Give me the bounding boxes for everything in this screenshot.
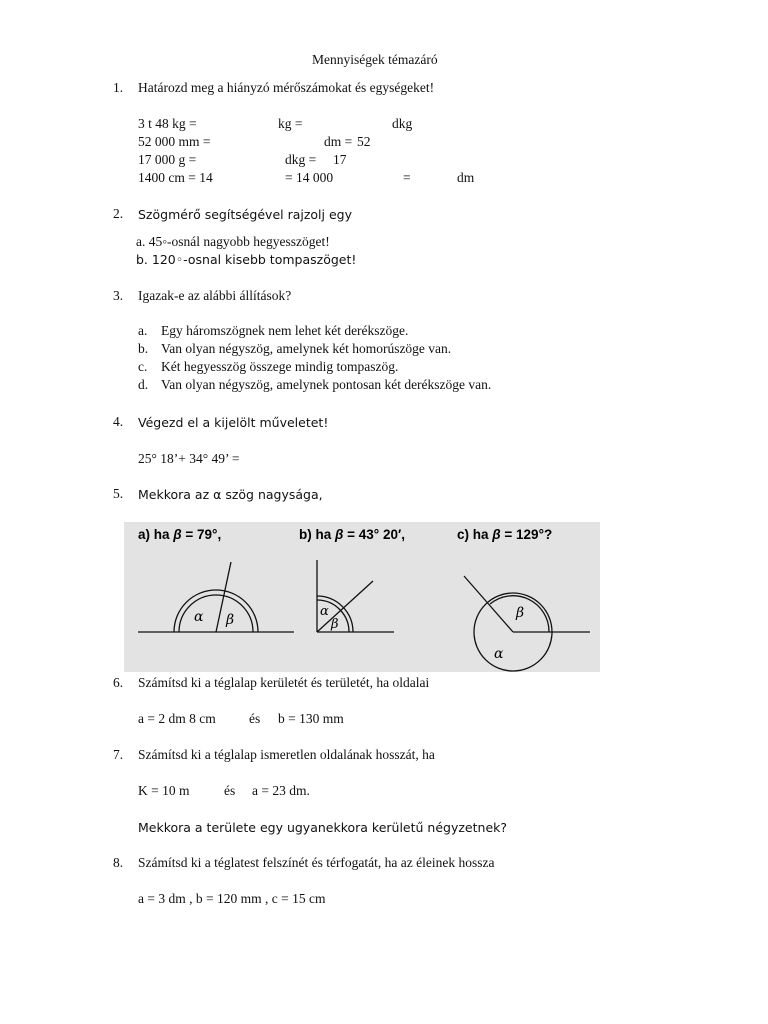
q8-text: Számítsd ki a téglatest felszínét és térfogatát, ha az éleinek hossza [138,855,495,870]
q1-row1-b: kg = [278,116,303,131]
q4-expression: 25° 18’+ 34° 49’ = [138,451,240,466]
figure-c-drawing [464,576,590,671]
q1-row4-d: dm [457,170,475,185]
q6-side-a: a = 2 dm 8 cm [138,711,216,726]
figure-b-beta-label: β [331,617,339,632]
figure-a-alpha-label: α [194,609,204,625]
q7-extra-question: Mekkora a területe egy ugyanekkora kerületű négyzetnek? [138,820,508,835]
q1-row3-c: 17 [333,152,347,167]
q3-item-a-letter: a. [138,323,148,338]
angle-figure [124,522,600,672]
q1-number: 1. [113,80,124,95]
q6-number: 6. [113,675,124,690]
q6-side-b: b = 130 mm [278,711,344,726]
q6-text: Számítsd ki a téglalap kerületét és területét, ha oldalai [138,675,430,690]
q1-row4-a: 1400 cm = 14 [138,170,213,185]
q1-text: Határozd meg a hiányzó mérőszámokat és egységeket! [138,80,435,95]
q2-text: Szögmérő segítségével rajzolj egy [138,207,353,222]
q7-side-a: a = 23 dm. [252,783,310,798]
q2-item-b: b. 120◦-osnal kisebb tompaszöget! [136,252,357,267]
q3-item-b-text: Van olyan négyszög, amelynek két homorúszöge van. [161,341,452,356]
q1-row2-a: 52 000 mm = [138,134,211,149]
q8-edge-values: a = 3 dm , b = 120 mm , c = 15 cm [138,891,326,906]
q1-row2-c: 52 [357,134,371,149]
q2-item-a: a. 45◦-osnál nagyobb hegyesszöget! [136,234,330,249]
q3-item-c-text: Két hegyesszög összege mindig tompaszög. [161,359,399,374]
q7-perimeter: K = 10 m [138,783,190,798]
q8-number: 8. [113,855,124,870]
q7-text: Számítsd ki a téglalap ismeretlen oldalának hosszát, ha [138,747,435,762]
q1-row4-c: = [403,170,411,185]
q6-and: és [249,711,261,726]
figure-c-caption: c) ha β = 129°? [457,527,553,542]
q1-row1-a: 3 t 48 kg = [138,116,197,131]
q5-text: Mekkora az α szög nagysága, [138,487,323,502]
figure-b-caption: b) ha β = 43° 20′, [299,527,405,542]
angle-figure-svg [124,522,600,672]
q3-item-c-letter: c. [138,359,148,374]
q1-row3-a: 17 000 g = [138,152,197,167]
q4-text: Végezd el a kijelölt műveletet! [138,415,329,430]
q3-number: 3. [113,288,124,303]
q1-row1-c: dkg [392,116,413,131]
figure-a-drawing [138,562,294,632]
figure-c-alpha-label: α [494,646,504,662]
q3-item-d-letter: d. [138,377,149,392]
figure-b-alpha-label: α [320,604,329,619]
figure-a-caption: a) ha β = 79°, [138,527,222,542]
figure-a-beta-label: β [226,612,235,628]
q3-text: Igazak-e az alábbi állítások? [138,288,292,303]
q3-item-b-letter: b. [138,341,149,356]
q1-row4-b: = 14 000 [285,170,334,185]
q3-item-d-text: Van olyan négyszög, amelynek pontosan két derékszöge van. [161,377,492,392]
page-title: Mennyiségek témazáró [312,52,438,67]
q3-item-a-text: Egy háromszögnek nem lehet két derékszöge. [161,323,409,338]
q7-and: és [224,783,236,798]
q4-number: 4. [113,414,124,429]
q5-number: 5. [113,486,124,501]
figure-c-beta-label: β [516,605,525,621]
q2-number: 2. [113,206,124,221]
q1-row2-b: dm = [324,134,353,149]
q7-number: 7. [113,747,124,762]
figure-b-drawing [317,560,394,632]
q1-row3-b: dkg = [285,152,317,167]
